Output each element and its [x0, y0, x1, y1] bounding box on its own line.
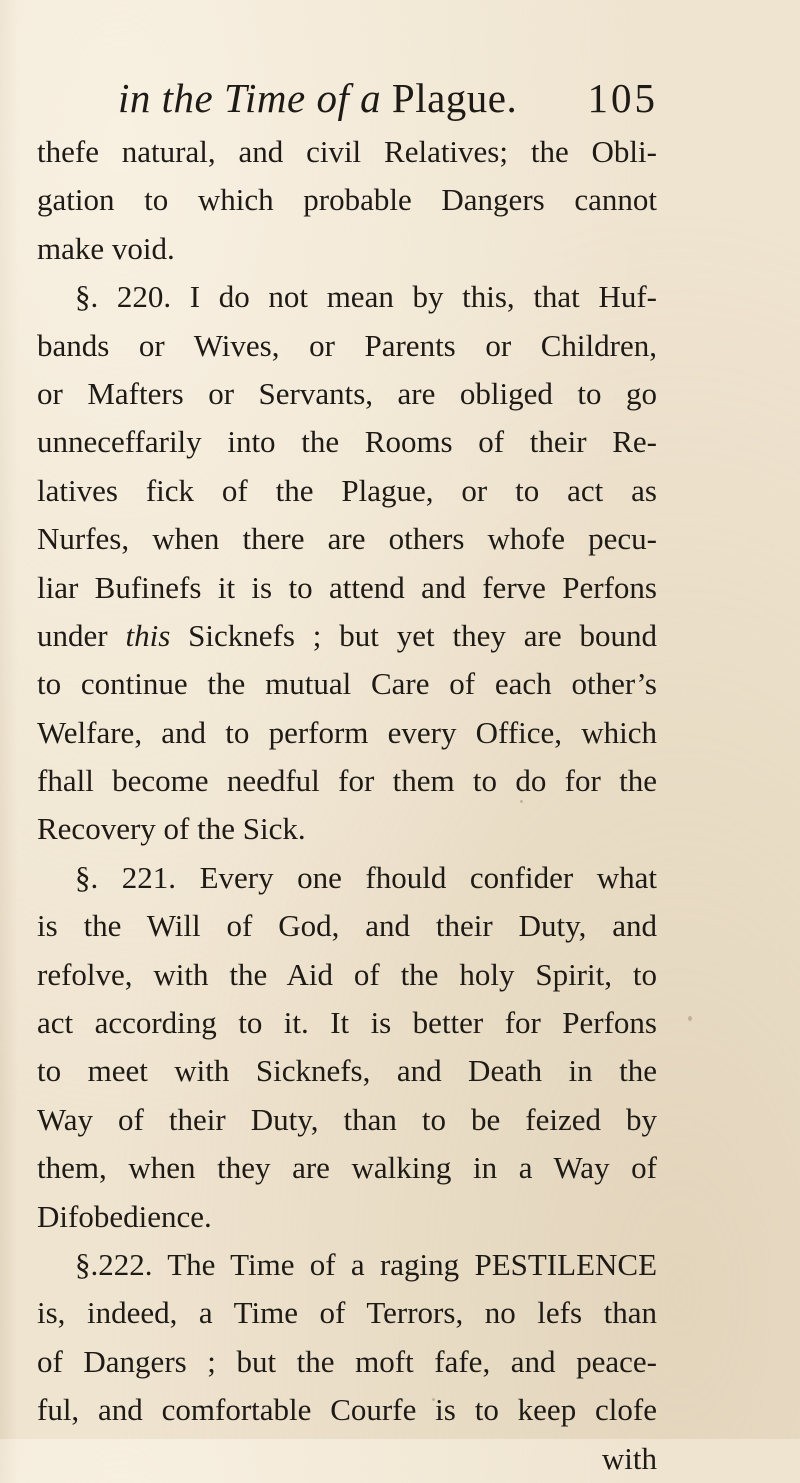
- text-line: Welfare, and to perform every Office, which: [37, 714, 657, 750]
- text-line: refolve, with the Aid of the holy Spirit, to: [37, 956, 657, 992]
- running-head: [118, 68, 658, 128]
- text-line: Nurfes, when there are others whofe pecu-: [37, 521, 657, 557]
- text-line: them, when they are walking in a Way of: [37, 1150, 657, 1186]
- body-text: [37, 128, 657, 1483]
- text-line: or Mafters or Servants, are obliged to go: [37, 375, 657, 411]
- line-text-pre: under: [37, 617, 126, 653]
- text-line: Difobedience.: [37, 1198, 212, 1234]
- text-line: is the Will of God, and their Duty, and: [37, 908, 657, 944]
- text-line: unneceffarily into the Rooms of their Re-: [37, 424, 657, 460]
- text-line: Way of their Duty, than to be feized by: [37, 1101, 657, 1137]
- text-line: to continue the mutual Care of each other’s: [37, 666, 657, 702]
- paper-speck: [432, 1398, 435, 1401]
- running-head-time: Time: [223, 75, 306, 121]
- text-line-with-italic: [37, 612, 657, 660]
- running-head-prefix: in the: [118, 75, 224, 121]
- text-line: act according to it. It is better for Perfons: [37, 1005, 657, 1041]
- paragraph-221-start: §. 221. Every one fhould confider what: [75, 859, 657, 895]
- line-text-post: Sicknefs ; but yet they are bound: [170, 617, 657, 653]
- text-line: ful, and comfortable Courfe is to keep clofe: [37, 1392, 657, 1428]
- italic-word: this: [125, 617, 171, 653]
- text-line: bands or Wives, or Parents or Children,: [37, 327, 657, 363]
- text-line: to meet with Sicknefs, and Death in the: [37, 1053, 657, 1089]
- text-line: gation to which probable Dangers cannot: [37, 182, 657, 218]
- text-line: make void.: [37, 230, 175, 266]
- text-line: latives fick of the Plague, or to act as: [37, 472, 657, 508]
- paper-speck: [228, 296, 232, 300]
- paragraph-222-start: §.222. The Time of a raging PESTILENCE: [75, 1246, 657, 1282]
- running-head-article: a: [360, 75, 382, 121]
- text-line: liar Bufinefs it is to attend and ferve Perfons: [37, 569, 657, 605]
- catchword: with: [601, 1440, 657, 1476]
- paragraph-220-start: §. 220. I do not mean by this, that Huf-: [75, 279, 657, 315]
- paper-speck: [520, 800, 523, 803]
- page-number: 105: [587, 75, 658, 121]
- text-line: Recovery of the Sick.: [37, 811, 306, 847]
- running-head-plague: Plague.: [381, 75, 518, 121]
- running-head-of: of: [305, 75, 361, 121]
- paper-speck: [688, 1016, 692, 1021]
- text-line: of Dangers ; but the moft fafe, and peace-: [37, 1343, 657, 1379]
- text-line: fhall become needful for them to do for the: [37, 763, 657, 799]
- text-line: is, indeed, a Time of Terrors, no lefs than: [37, 1295, 657, 1331]
- text-line: thefe natural, and civil Relatives; the Obli-: [37, 134, 657, 169]
